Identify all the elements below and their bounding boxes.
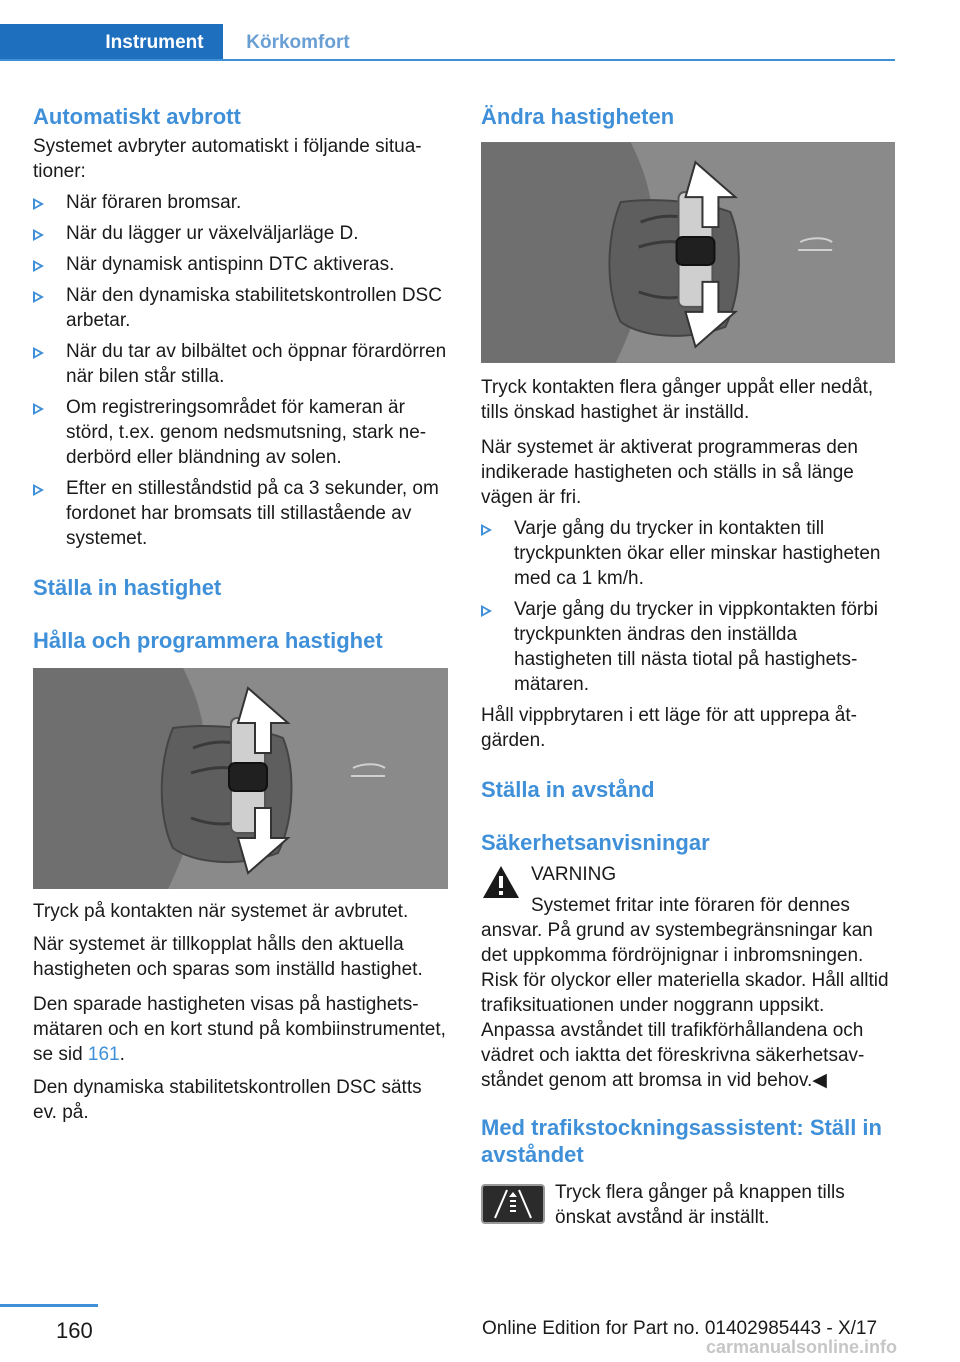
triangle-bullet-icon [481,605,492,617]
list-item [33,221,448,246]
edition-text: Online Edition for Part no. 01402985443 - X/17 [482,1318,878,1339]
list-auto-cancel [33,190,448,551]
warning-text: ansvar. På grund av systembegränsningar kan det uppkomma fördröjnignar i inbromsningen. Risk för olyckor eller materiella skador. Håll alltid trafiksituationen under noggrann uppsikt. Anpassa avståndet till trafikförhållandena och vädret och iaktta det föreskrivna säkerhetsavståndet genom att bromsa in vid behov.◀ [481,920,889,1092]
heading-set-speed: Ställa in hastighet [33,575,222,601]
watermark: carmanualsonline.info [706,1337,898,1357]
tab-instrument[interactable]: Instrument [86,24,223,61]
list-item [481,516,895,591]
triangle-bullet-icon [481,524,492,536]
traffic-button-row [481,1180,895,1236]
paragraph-auto-intro: Systemet avbryter automatiskt i följande situationer: [33,136,422,183]
paragraph-press-button: Tryck flera gånger på knappen tills önskat avstånd är inställt. [555,1181,845,1228]
footer-rule [0,1304,98,1307]
heading-traffic-jam: Med trafikstockningsassistent: Ställ in avståndet [481,1115,882,1167]
paragraph-stored-speed [33,992,448,1067]
list-item-text: När du lägger ur växelväljarläge D. [66,223,359,245]
steering-wheel-image-2 [481,142,895,363]
list-item-text: Efter en stilleståndstid på ca 3 sekunder, om fordonet har bromsats till stillastående av systemet. [66,478,439,550]
warning-triangle-icon [481,864,521,900]
list-item [33,395,448,470]
heading-safety: Säkerhetsanvisningar [481,829,710,855]
list-item-text: Varje gång du trycker in vippkontakten förbi tryckpunkten ändras den inställda hastigheten till nästa tiotal på hastighetsmätaren. [514,599,879,696]
list-item-text: När du tar av bilbältet och öppnar förardörren när bilen står stilla. [66,341,447,388]
stored-speed-text: Den sparade hastigheten visas på hastighetsmätaren och en kort stund på kombiinstrumentet, se sid [33,994,446,1066]
list-item-text: När föraren bromsar. [66,192,242,214]
list-item [33,476,448,551]
warning-text-first: Systemet fritar inte föraren för dennes [531,895,850,917]
triangle-bullet-icon [33,347,44,359]
page-link-161[interactable]: 161 [87,1044,120,1066]
list-item-text: När den dynamiska stabilitetskontrollen DSC arbetar. [66,285,442,332]
list-item [33,252,448,277]
list-item-text: När dynamisk antispinn DTC aktiveras. [66,254,395,276]
paragraph-press-when-cancelled: Tryck på kontakten när systemet är avbrutet. [33,901,409,923]
distance-button-icon [481,1184,545,1224]
warning-title: VARNING [531,864,617,886]
heading-automatic-cancel: Automatiskt avbrott [33,104,241,129]
steering-wheel-image [33,668,448,889]
heading-change-speed: Ändra hastigheten [481,104,675,129]
triangle-bullet-icon [33,260,44,272]
warning-block [481,862,895,1093]
paragraph-hold-rocker: Håll vippbrytaren i ett läge för att upprepa åtgärden. [481,705,857,752]
paragraph-system-activated: När systemet är aktiverat programmeras den indikerade hastigheten och ställs in så länge vägen är fri. [481,437,858,509]
heading-hold-program: Hålla och programmera hastighet [33,627,383,653]
list-item-text: Varje gång du trycker in kontakten till tryckpunkten ökar eller minskar hastigheten med ca 1 km/h. [514,518,881,590]
list-item-text: Om registreringsområdet för kameran är störd, t.ex. genom nedsmutsning, stark nederbörd eller bländning av solen. [66,397,427,469]
list-item [33,283,448,333]
list-item [33,339,448,389]
triangle-bullet-icon [33,291,44,303]
tab-korkomfort[interactable]: Körkomfort [246,31,350,53]
triangle-bullet-icon [33,198,44,210]
heading-set-distance: Ställa in avstånd [481,777,655,803]
list-change-speed [481,516,895,697]
stored-speed-end: . [119,1044,125,1066]
list-item [481,597,895,697]
triangle-bullet-icon [33,403,44,415]
triangle-bullet-icon [33,484,44,496]
paragraph-dsc: Den dynamiska stabilitetskontrollen DSC sätts ev. på. [33,1077,422,1124]
page-number: 160 [56,1318,93,1343]
right-column [481,100,895,1236]
header-rule [0,59,895,61]
header-tabs [0,24,895,61]
tab-strip [0,24,86,61]
triangle-bullet-icon [33,229,44,241]
left-column [33,100,448,1125]
list-item [33,190,448,215]
paragraph-when-activated: När systemet är tillkopplat hålls den aktuella hastigheten och sparas som inställd hastighet. [33,934,423,981]
paragraph-press-up-down: Tryck kontakten flera gånger uppåt eller nedåt, tills önskad hastighet är inställd. [481,377,874,424]
